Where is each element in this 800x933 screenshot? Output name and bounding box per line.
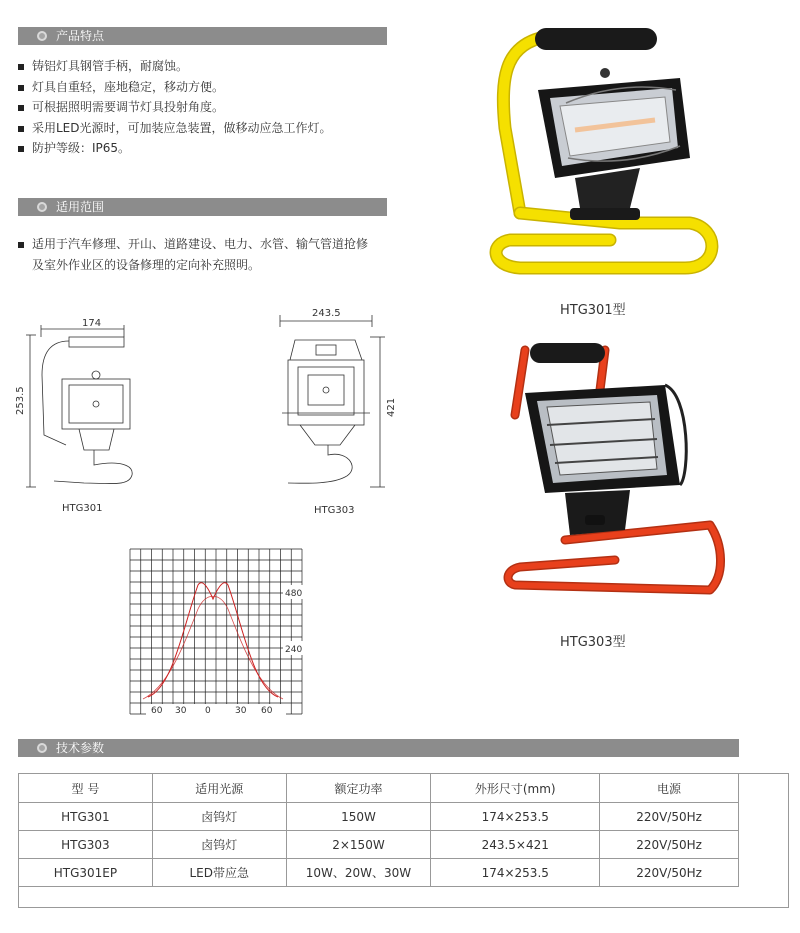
section-title: 产品特点	[56, 29, 105, 43]
htg301-photo-caption: HTG301型	[560, 303, 626, 318]
cell-model: HTG301EP	[19, 859, 153, 887]
htg303-dimension-drawing	[270, 305, 400, 495]
col-header-power: 额定功率	[286, 774, 431, 803]
col-header-dimensions: 外形尺寸(mm)	[431, 774, 600, 803]
cell-light-source: 卤钨灯	[152, 803, 286, 831]
section-title: 适用范围	[56, 200, 105, 214]
lamp-head	[538, 68, 690, 178]
x-tick-label: 60	[261, 706, 273, 716]
distribution-curve-1	[148, 583, 278, 697]
scope-line-2: 及室外作业区的设备修理的定向补充照明。	[32, 258, 261, 272]
table-row	[19, 831, 739, 859]
section-header-params	[18, 739, 739, 757]
table-border-extension	[739, 773, 789, 886]
features-list	[18, 56, 332, 159]
htg303-height-label: 421	[386, 397, 397, 417]
light-distribution-chart	[128, 547, 304, 717]
y-tick-label: 480	[285, 589, 303, 599]
table-row	[19, 859, 739, 887]
distribution-curve-2	[143, 596, 283, 699]
adjust-knob	[585, 515, 605, 525]
table-row	[19, 803, 739, 831]
cell-power: 150W	[286, 803, 431, 831]
col-header-model: 型 号	[19, 774, 153, 803]
cell-power: 10W、20W、30W	[286, 859, 431, 887]
scope-line-1: 适用于汽车修理、开山、道路建设、电力、水管、输气管道抢修	[32, 237, 369, 251]
cell-model: HTG303	[19, 831, 153, 859]
section-header-scope	[18, 198, 387, 216]
mount-bracket	[565, 490, 630, 535]
htg301-product-image	[480, 18, 740, 293]
list-item: 可根据照明需要调节灯具投射角度。	[18, 97, 332, 118]
htg301-height-label: 253.5	[15, 386, 26, 415]
handle-grip	[535, 28, 657, 50]
bullet-circle-icon	[37, 31, 47, 41]
htg301-drawing-label: HTG301	[62, 503, 103, 514]
col-header-power-supply: 电源	[600, 774, 739, 803]
list-item: 采用LED光源时，可加装应急装置，做移动应急工作灯。	[18, 118, 332, 139]
mount-bracket	[575, 168, 640, 208]
table-header-row	[19, 774, 739, 803]
cell-light-source: LED带应急	[152, 859, 286, 887]
adjust-knob	[570, 208, 640, 220]
htg303-product-image	[495, 335, 740, 620]
section-header-features	[18, 27, 387, 45]
col-header-light-source: 适用光源	[152, 774, 286, 803]
x-tick-label: 0	[205, 706, 211, 716]
htg301-width-label: 174	[82, 318, 102, 329]
lamp-head	[525, 385, 686, 493]
htg303-drawing-label: HTG303	[314, 505, 355, 516]
cell-dimensions: 174×253.5	[431, 859, 600, 887]
x-tick-label: 60	[151, 706, 163, 716]
x-tick-label: 30	[175, 706, 187, 716]
htg303-photo-caption: HTG303型	[560, 635, 626, 650]
cell-power: 2×150W	[286, 831, 431, 859]
table-border-extension	[18, 886, 789, 908]
section-title: 技术参数	[56, 741, 105, 755]
cell-power-supply: 220V/50Hz	[600, 831, 739, 859]
cell-power-supply: 220V/50Hz	[600, 859, 739, 887]
cell-model: HTG301	[19, 803, 153, 831]
cell-dimensions: 243.5×421	[431, 831, 600, 859]
list-item: 铸铝灯具钢管手柄，耐腐蚀。	[18, 56, 332, 77]
handle-grip	[530, 343, 605, 363]
bullet-circle-icon	[37, 743, 47, 753]
list-item: 灯具自重轻，座地稳定，移动方便。	[18, 77, 332, 98]
cell-dimensions: 174×253.5	[431, 803, 600, 831]
spec-table	[18, 773, 739, 887]
x-tick-label: 30	[235, 706, 247, 716]
y-tick-label: 240	[285, 645, 303, 655]
scope-list	[18, 234, 368, 276]
cell-power-supply: 220V/50Hz	[600, 803, 739, 831]
list-item	[18, 234, 368, 276]
htg303-width-label: 243.5	[312, 308, 341, 319]
htg301-dimension-drawing	[14, 315, 164, 495]
list-item: 防护等级：IP65。	[18, 138, 332, 159]
bullet-circle-icon	[37, 202, 47, 212]
cell-light-source: 卤钨灯	[152, 831, 286, 859]
